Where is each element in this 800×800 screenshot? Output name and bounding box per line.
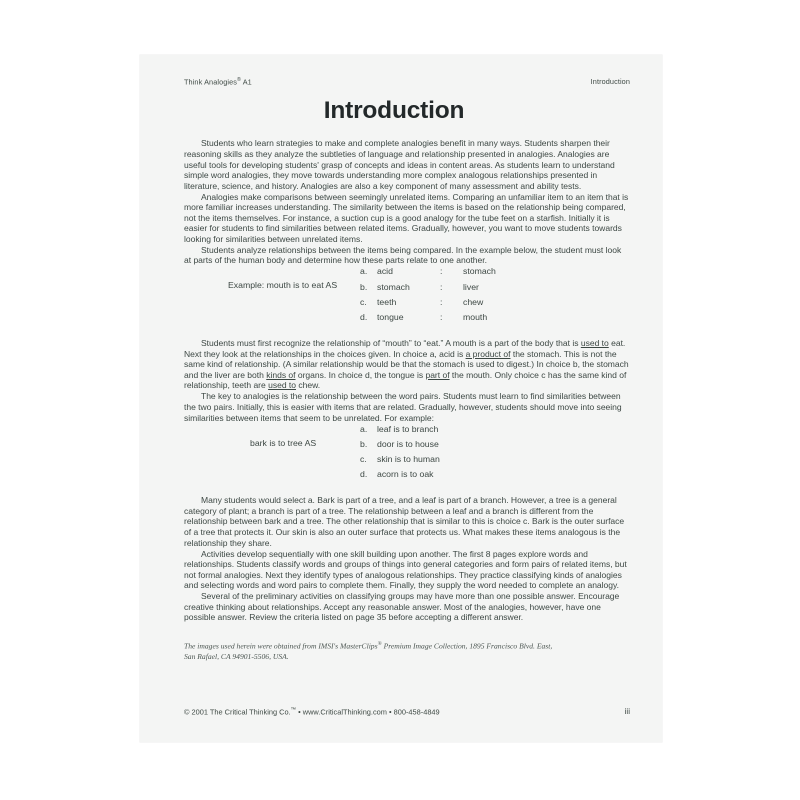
choice-phrase: leaf is to branch: [377, 423, 439, 434]
choice-term-right: liver: [463, 281, 479, 292]
example-block-bark: [184, 424, 630, 485]
choice-colon: :: [440, 281, 443, 292]
choice-letter: c.: [360, 453, 367, 464]
paragraph-relationship-analysis: [184, 338, 630, 391]
choice-letter: d.: [360, 469, 368, 480]
choice-letter: a.: [360, 423, 368, 434]
paragraph-activities-develop: Activities develop sequentially with one skill building upon another. The first 8 pages explore words and relationships. Students classify words and groups of things into general categories and form pairs of related items, but not formal analogies. Next they identify types of analogous relationships. They practice classifying kinds of analogies and selecting words and word pairs to complete them. Finally, they supply the word needed to complete an analogy.: [184, 548, 627, 591]
analysis-seg-5: the mouth. Only choice c has the same kind of relationship, teeth are: [184, 369, 627, 391]
running-head-right: Introduction: [590, 77, 630, 87]
choice-colon: :: [440, 296, 443, 307]
choice-term-left: stomach: [377, 281, 410, 292]
analysis-seg-6: chew.: [296, 380, 321, 391]
page-footer: [184, 707, 630, 716]
running-head-left: [184, 77, 252, 86]
page-title: Introduction: [323, 97, 465, 125]
underlined-phrase-a-product-of: a product of: [465, 348, 511, 359]
credit-line-1a: The images used herein were obtained from IMSI's MasterClips: [184, 641, 378, 651]
choice-colon: :: [440, 312, 443, 323]
choice-term-left: acid: [377, 266, 393, 277]
list-item: [360, 266, 630, 281]
paragraph-many-students: Many students would select a. Bark is part of a tree, and a leaf is part of a branch. However, a tree is a general category of plant; a branch is part of a tree. The relationship between a leaf and a branch is different from the relationship between bark and a tree. The other relationship that is similar to this is choice c. Bark is the outer surface of a tree that protects it. Our skin is also an outer surface that protects us. What makes these items analogous is the relationship they share.: [184, 495, 625, 548]
list-item: [360, 439, 630, 454]
list-item: [360, 282, 630, 297]
example-stem-mouth: Example: mouth is to eat AS: [228, 280, 338, 291]
choice-letter: b.: [360, 438, 368, 449]
example-choices-body: [360, 266, 630, 327]
document-page: [140, 55, 662, 742]
paragraph-key-to-analogies: The key to analogies is the relationship between the word pairs. Students must learn to find similarities between the two pairs. Initially, this is easier with items that are related. Gradually, however, students should move into seeing similarities between items that seem to be unrelated. For example:: [184, 391, 622, 423]
choice-phrase: door is to house: [377, 438, 439, 449]
list-item: [360, 454, 630, 469]
page-number: iii: [624, 707, 630, 717]
underlined-phrase-used-to-1: used to: [580, 338, 609, 349]
analysis-seg-3: the stomach. This is not the same kind of relationship. (A similar relationship would be that the stomach is used to digest.) In choice b, the stomach and the liver are both: [184, 348, 629, 380]
image-credit-note: [184, 639, 630, 662]
paragraph-intro-benefits: Students who learn strategies to make and complete analogies benefit in many ways. Students sharpen their reasoning skills as they analyze the subtleties of language and relationship presented in analogies. Analogies are useful tools for developing students' grasp of concepts and ideas in content areas. As students learn to understand simple word analogies, they move towards understanding more complex analogous relationships presented in literature, science, and history. Analogies are also a key component of many assessment and ability tests.: [184, 138, 615, 191]
paragraph-several-preliminary: Several of the preliminary activities on classifying groups may have more than one possible answer. Encourage creative thinking about relationships. Accept any reasonable answer. Most of the analogies, however, have one possible answer. Review the criteria listed on page 35 before accepting a different answer.: [184, 591, 620, 623]
choice-phrase: acorn is to oak: [377, 469, 434, 480]
choice-term-right: stomach: [463, 266, 496, 277]
underlined-phrase-kinds-of: kinds of: [266, 369, 296, 380]
copyright-line: [184, 707, 440, 716]
trademark-icon: ™: [290, 707, 297, 713]
list-item: [360, 424, 630, 439]
underlined-phrase-part-of: part of: [425, 369, 450, 380]
list-item: [360, 297, 630, 312]
running-head: [184, 77, 630, 86]
choice-letter: a.: [360, 266, 368, 277]
copyright-text-a: © 2001 The Critical Thinking Co.: [184, 707, 291, 717]
book-title-label: Think Analogies: [184, 77, 238, 87]
registered-trademark-icon: ®: [237, 77, 241, 83]
choice-phrase: skin is to human: [377, 453, 440, 464]
choice-term-left: tongue: [377, 312, 404, 323]
choice-term-left: teeth: [377, 296, 397, 307]
page-content: [184, 77, 630, 662]
credit-line-1b: Premium Image Collection, 1895 Francisco Blvd. East,: [381, 641, 553, 651]
list-item: [360, 312, 630, 327]
underlined-phrase-used-to-2: used to: [268, 380, 296, 391]
credit-line-2: San Rafael, CA 94901-5506, USA.: [184, 651, 289, 661]
spacer: [184, 484, 630, 495]
choice-term-right: mouth: [463, 312, 488, 323]
example-stem-bark: bark is to tree AS: [250, 437, 317, 448]
spacer: [184, 327, 630, 338]
book-level-label: A1: [240, 77, 252, 87]
choice-letter: b.: [360, 281, 368, 292]
copyright-text-b: • www.CriticalThinking.com • 800-458-4849: [296, 707, 440, 717]
analysis-seg-4: organs. In choice d, the tongue is: [295, 369, 426, 380]
analysis-seg-1: Students must first recognize the relationship of “mouth” to “eat.” A mouth is a part of the body that is: [201, 338, 581, 349]
choice-colon: :: [440, 266, 443, 277]
analysis-seg-2: eat. Next they look at the relationships in the choices given. In choice a, acid is: [184, 338, 626, 359]
choice-letter: c.: [360, 296, 367, 307]
choice-term-right: chew: [463, 296, 484, 307]
choice-letter: d.: [360, 312, 368, 323]
list-item: [360, 469, 630, 484]
example-block-body: [184, 266, 630, 327]
registered-trademark-icon: ®: [377, 640, 382, 647]
paragraph-comparisons: Analogies make comparisons between seemingly unrelated items. Comparing an unfamiliar item to an item that is more familiar increases understanding. The similarity between the items is based on the relationship being compared, not the items themselves. For instance, a suction cup is a good analogy for the tube feet on a starfish. Initially it is easier for students to find similarities between related items. Gradually, however, you want to move students towards looking for similarities between unrelated items.: [184, 191, 629, 244]
example-choices-bark: [360, 424, 630, 485]
paragraph-analyze-relationships: Students analyze relationships between the items being compared. In the example below, the student must look at parts of the human body and determine how these parts relate to one another.: [184, 244, 622, 266]
